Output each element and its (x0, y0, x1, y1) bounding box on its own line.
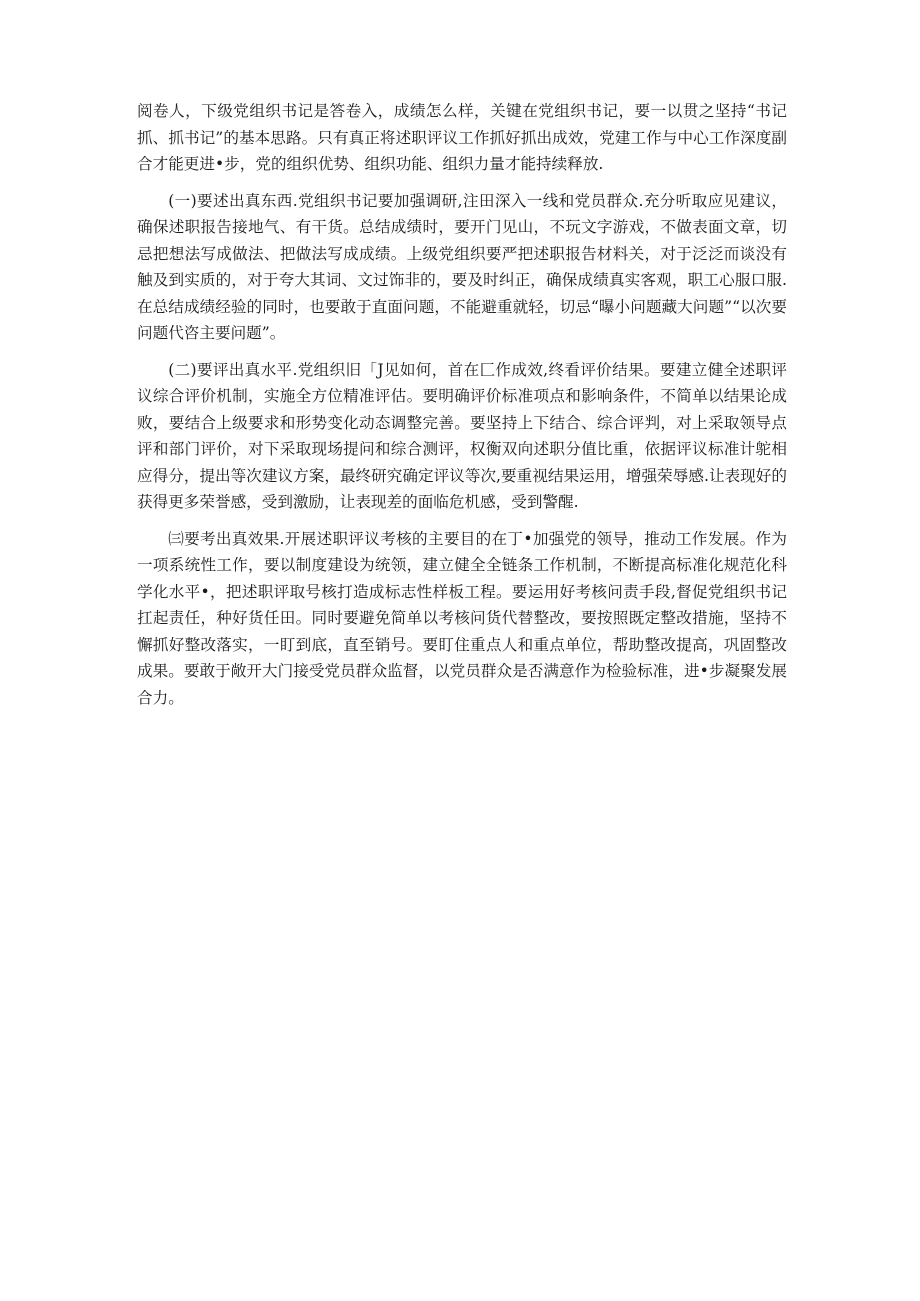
paragraph-section-2: (二)要评出真水平.党组织旧「J见如何，首在匚作成效,终看评价结果。要建立健全述职评议综合评价机制，实施全方位精准评估。要明确评价标准项点和影响条件，不简单以结果论成败，要结合上级要求和形势变化动态调整完善。要坚持上下结合、综合评判，对上采取领导点评和部门评价，对下采取现场提问和综合测评，权衡双向述职分值比重，依据评议标准计鸵相应得分，提出等次建议方案，最终研究确定评议等次,要重视结果运用，增强荣辱感.让表现好的获得更多荣誉感，受到激励，让表现差的面临危机感，受到警醒. (137, 360, 787, 511)
paragraph-continuation: 阅卷人，下级党组织书记是答卷入，成绩怎么样，关键在党组织书记，要一以贯之坚持“书记抓、抓书记”的基本思路。只有真正将述职评议工作抓好抓出成效，党建工作与中心工作深度副合才能更进•步，党的组织优势、组织功能、组织力量才能持续释放. (137, 102, 787, 173)
paragraph-section-1: (一)要述出真东西.党组织书记要加强调研,注田深入一线和党员群众.充分听取应见建议，确保述职报告接地气、有干货。总结成绩时，要开门见山，不玩文字游戏，不做表面文章，切忌把想法写成做法、把做法写成成绩。上级党组织要严把述职报告材料关，对于泛泛而谈没有触及到实质的，对于夸大其词、文过饰非的，要及时纠正，确保成绩真实客观，职工心服口服.在总结成绩经验的同时，也要敢于直面问题，不能避重就轻，切忌“曝小问题藏大问题”“以次要问题代咨主要问题”。 (137, 191, 787, 342)
paragraph-section-3: ㈢要考出真效果.开展述职评议考核的主要目的在丁•加强党的领导，推动工作发展。作为一项系统性工作，要以制度建设为统领，建立健全全链条工作机制，不断提高标准化规范化科学化水平•，把述职评取号核打造成标志性样板工程。要运用好考核问责手段,督促党组织书记扛起责任，种好货任田。同时要避免简单以考核问货代替整改，要按照既定整改措施，坚持不懈抓好整改落实，一盯到底，直至销号。要盯住重点人和重点单位，帮助整改提高，巩固整改成果。要敢于敞开大门接受党员群众监督，以党员群众是否满意作为检验标准，进•步凝聚发展合力。 (137, 529, 787, 707)
document-body (137, 98, 787, 721)
